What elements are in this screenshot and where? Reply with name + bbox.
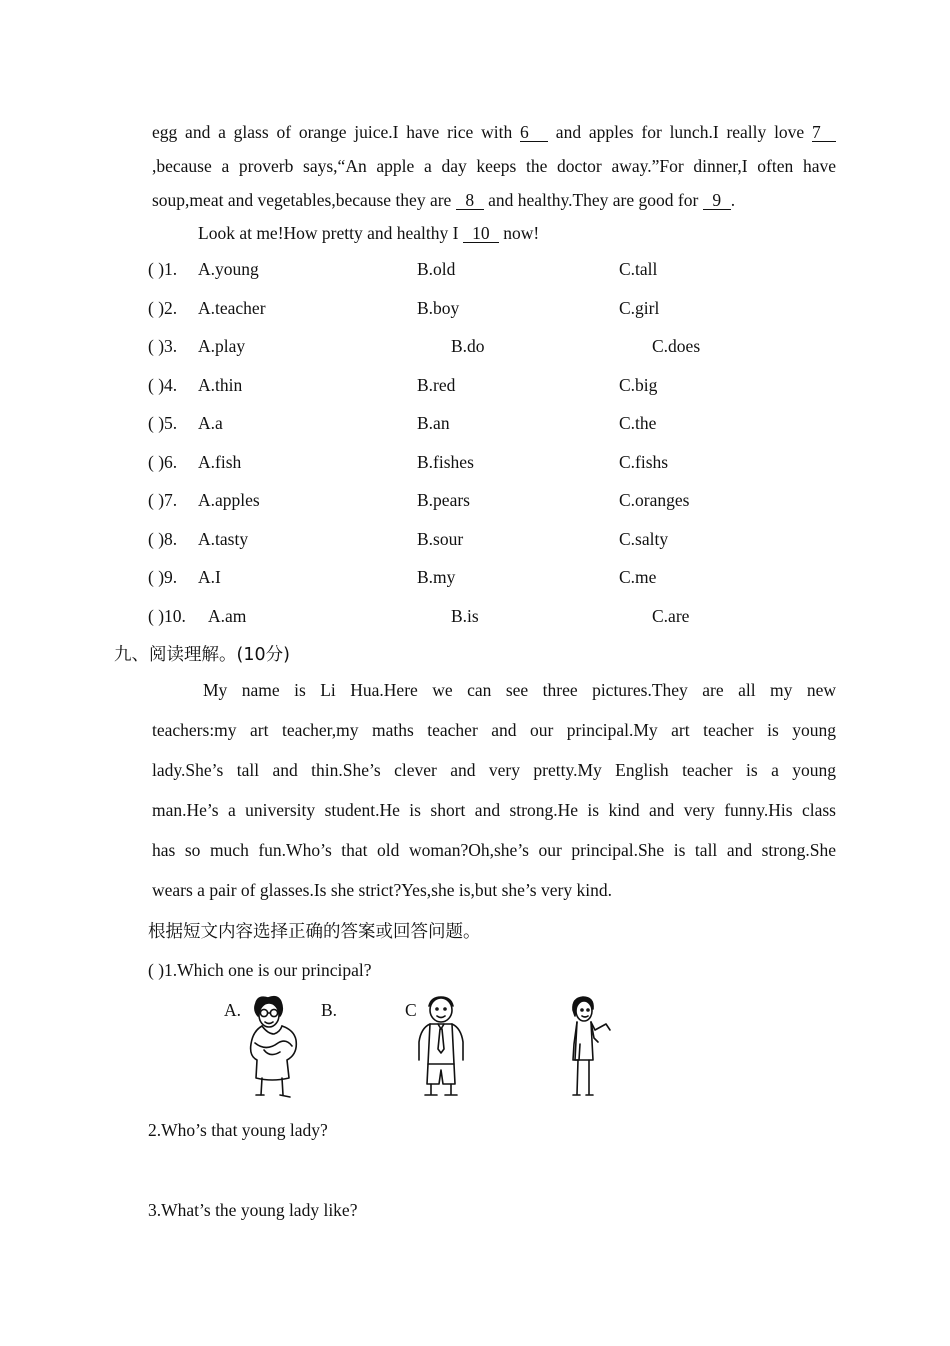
question-9-number: ( )9. xyxy=(148,567,178,587)
question-10-option-a: A.am xyxy=(208,606,247,626)
question-6-option-a: A.fish xyxy=(198,452,242,472)
question-4-option-c: C.big xyxy=(619,375,658,395)
question-1-option-b: B.old xyxy=(417,259,456,279)
section-heading: 九、阅读理解。(10分) xyxy=(114,645,290,665)
blank-7: 7 xyxy=(812,123,836,142)
cloze-line-3: soup,meat and vegetables,because they are 8 and healthy.They are good for 9 . xyxy=(152,190,736,210)
young-lady-figure xyxy=(562,994,616,1102)
question-9-option-c: C.me xyxy=(619,567,657,587)
cloze-line-1: egg and a glass of orange juice.I have rice with 6 and apples for lunch.I really love 7 xyxy=(152,122,836,143)
question-1-number: ( )1. xyxy=(148,259,178,279)
question-3-option-a: A.play xyxy=(198,336,246,356)
question-4-option-b: B.red xyxy=(417,375,456,395)
question-5-option-c: C.the xyxy=(619,413,657,433)
question-7-option-c: C.oranges xyxy=(619,490,690,510)
question-1-option-a: A.young xyxy=(198,259,259,279)
reading-question-3: 3.What’s the young lady like? xyxy=(148,1200,358,1220)
question-3-number: ( )3. xyxy=(148,336,178,356)
question-6-option-b: B.fishes xyxy=(417,452,474,472)
passage-line-6: wears a pair of glasses.Is she strict?Yes,she is,but she’s very kind. xyxy=(152,880,612,900)
blank-10: 10 xyxy=(463,224,499,243)
question-7-number: ( )7. xyxy=(148,490,178,510)
question-7-option-a: A.apples xyxy=(198,490,260,510)
question-10-option-b: B.is xyxy=(451,606,479,626)
passage-line-4: man.He’s a university student.He is short and strong.He is kind and very funny.His class xyxy=(152,800,836,820)
instruction: 根据短文内容选择正确的答案或回答问题。 xyxy=(148,922,481,942)
question-2-option-a: A.teacher xyxy=(198,298,266,318)
passage-line-3: lady.She’s tall and thin.She’s clever and very pretty.My English teacher is a young xyxy=(152,760,836,780)
passage-line-5: has so much fun.Who’s that old woman?Oh,she’s our principal.She is tall and strong.She xyxy=(152,840,836,860)
question-5-number: ( )5. xyxy=(148,413,178,433)
question-8-number: ( )8. xyxy=(148,529,178,549)
question-2-number: ( )2. xyxy=(148,298,178,318)
question-7-option-b: B.pears xyxy=(417,490,470,510)
question-9-option-a: A.I xyxy=(198,567,221,587)
question-2-option-c: C.girl xyxy=(619,298,660,318)
cloze-line-2: ,because a proverb says,“An apple a day keeps the doctor away.”For dinner,I often have xyxy=(152,156,836,176)
young-man-figure xyxy=(413,994,469,1102)
question-10-option-c: C.are xyxy=(652,606,690,626)
blank-8: 8 xyxy=(456,191,484,210)
blank-9: 9 xyxy=(703,191,731,210)
question-5-option-a: A.a xyxy=(198,413,223,433)
blank-6: 6 xyxy=(520,123,548,142)
picture-option-a-label: A. xyxy=(224,1000,242,1020)
reading-question-1: ( )1.Which one is our principal? xyxy=(148,960,372,980)
picture-option-c-label: C xyxy=(405,1000,417,1020)
question-1-option-c: C.tall xyxy=(619,259,658,279)
question-10-number: ( )10. xyxy=(148,606,186,626)
cloze-line-4: Look at me!How pretty and healthy I 10 now! xyxy=(198,223,540,243)
question-4-option-a: A.thin xyxy=(198,375,243,395)
reading-question-2: 2.Who’s that young lady? xyxy=(148,1120,328,1140)
question-8-option-b: B.sour xyxy=(417,529,464,549)
question-8-option-a: A.tasty xyxy=(198,529,249,549)
question-6-number: ( )6. xyxy=(148,452,178,472)
question-5-option-b: B.an xyxy=(417,413,450,433)
question-4-number: ( )4. xyxy=(148,375,178,395)
old-woman-figure xyxy=(244,994,306,1102)
question-8-option-c: C.salty xyxy=(619,529,669,549)
question-3-option-b: B.do xyxy=(451,336,485,356)
passage-line-2: teachers:my art teacher,my maths teacher and our principal.My art teacher is young xyxy=(152,720,836,740)
question-3-option-c: C.does xyxy=(652,336,701,356)
passage-line-1: My name is Li Hua.Here we can see three pictures.They are all my new xyxy=(203,680,836,700)
picture-option-b-label: B. xyxy=(321,1000,338,1020)
question-6-option-c: C.fishs xyxy=(619,452,669,472)
question-9-option-b: B.my xyxy=(417,567,456,587)
question-2-option-b: B.boy xyxy=(417,298,460,318)
